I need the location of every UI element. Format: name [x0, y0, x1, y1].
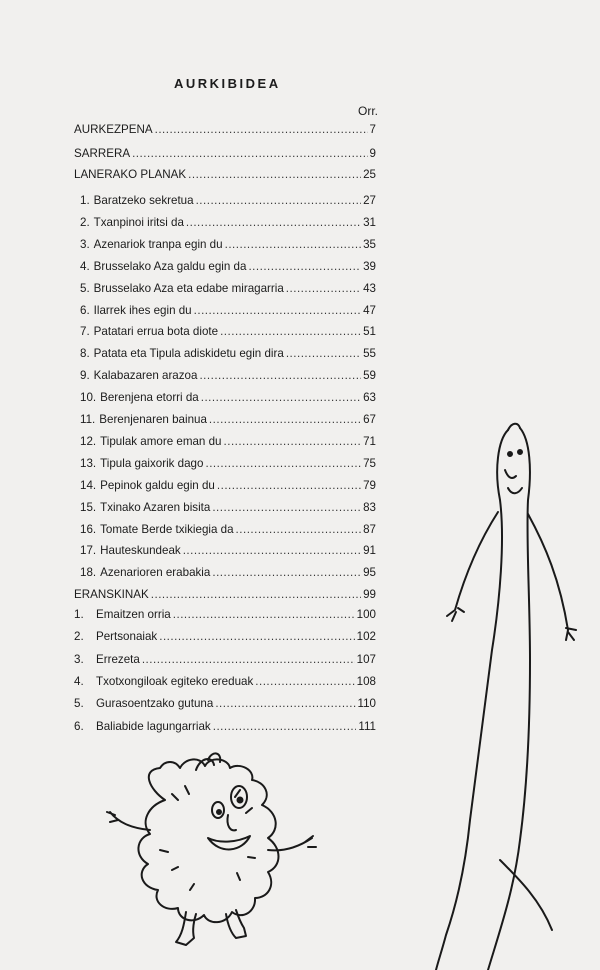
plans-entry-number: 5.: [80, 281, 90, 295]
plans-entry-page: 59: [363, 369, 376, 383]
main_entries-entry-label: SARRERA: [74, 147, 131, 160]
plans-entry-page: 31: [363, 215, 376, 229]
appendix-entry-label: Emaitzen orria: [96, 608, 171, 621]
plans-entry-label: Tipula gaixorik dago: [100, 456, 204, 470]
plans-entry-number: 8.: [80, 347, 90, 361]
plans-entry-number: 15.: [80, 500, 97, 514]
main_entries-entry-page: 25: [363, 168, 376, 181]
appendix-entry-label: Baliabide lagungarriak: [96, 719, 211, 733]
plans-entry-page: 71: [363, 434, 376, 448]
plans-entry-label: Azenarioren erabakia: [100, 566, 211, 580]
plans-entry-label: Patatari errua bota diote: [93, 325, 219, 339]
plans-entry-label: Hauteskundeak: [100, 544, 181, 558]
plans-entry-page: 75: [363, 456, 376, 470]
plans-entry-number: 3.: [80, 237, 90, 251]
plans-entry-page: 87: [363, 522, 376, 536]
plans-entry-page: 79: [363, 478, 376, 492]
plans-entry-label: Pepinok galdu egin du: [100, 478, 215, 492]
plans-entry-number: 2.: [80, 215, 90, 229]
plans-entry-label: Tipulak amore eman du: [100, 434, 222, 448]
plans-entry-number: 11.: [80, 413, 96, 426]
main_entries-entry-page: 9: [369, 147, 376, 160]
plans-entry-page: 51: [363, 325, 376, 339]
plans-entry-number: 12.: [80, 434, 97, 448]
plans-entry-page: 95: [363, 566, 376, 580]
plans-entry-number: 4.: [80, 259, 90, 273]
appendix-entry-page: 111: [358, 719, 376, 733]
plans-entry-page: 55: [363, 347, 376, 361]
plans-entry-page: 27: [363, 194, 376, 207]
plans-entry-page: 47: [363, 303, 376, 317]
plans-entry-number: 10.: [80, 391, 97, 405]
plans-entry-label: Tomate Berde txikiegia da: [100, 522, 234, 536]
tall-vegetable-drawing: [436, 424, 576, 970]
plans-entry-page: 67: [363, 413, 376, 426]
appendix-entry-number: 1.: [74, 608, 84, 621]
page-title: AURKIBIDEA: [174, 76, 281, 91]
plans-entry-page: 35: [363, 237, 376, 251]
main_entries-entry-label: AURKEZPENA: [74, 123, 153, 136]
plans-entry-number: 16.: [80, 522, 97, 536]
appendix-entry-page: 100: [356, 608, 376, 621]
plans-entry-page: 43: [363, 281, 376, 295]
appendix-heading-label: ERANSKINAK: [74, 588, 149, 601]
appendix-entry-number: 3.: [74, 652, 84, 666]
plans-entry-label: Ilarrek ihes egin du: [93, 303, 192, 317]
plans-entry-label: Brusselako Aza galdu egin da: [93, 259, 247, 273]
plans-entry-page: 83: [363, 500, 376, 514]
plans-entry-page: 91: [363, 544, 376, 558]
appendix-entry-number: 6.: [74, 719, 84, 733]
appendix-entry-number: 2.: [74, 630, 84, 644]
plans-entry-number: 14.: [80, 478, 97, 492]
plans-entry-label: Brusselako Aza eta edabe miragarria: [93, 281, 284, 295]
plans-entry-number: 9.: [80, 369, 90, 383]
appendix-entry-page: 110: [357, 697, 376, 711]
appendix-entry-page: 107: [356, 652, 376, 666]
plans-entry-number: 6.: [80, 303, 90, 317]
plans-entry-number: 1.: [80, 194, 90, 207]
plans-entry-number: 17.: [80, 544, 97, 558]
main_entries-entry-label: LANERAKO PLANAK: [74, 168, 187, 181]
plans-entry-label: Patata eta Tipula adiskidetu egin dira: [93, 347, 284, 361]
plans-entry-label: Berenjenaren bainua: [99, 413, 207, 426]
plans-entry-label: Kalabazaren arazoa: [93, 369, 198, 383]
appendix-entry-label: Gurasoentzako gutuna: [96, 697, 214, 711]
plans-entry-page: 63: [363, 391, 376, 405]
plans-entry-label: Azenariok tranpa egin du: [93, 237, 223, 251]
page-column-label: Orr.: [358, 104, 378, 118]
appendix-entry-page: 108: [356, 674, 376, 688]
appendix-entry-page: 102: [356, 630, 376, 644]
plans-entry-page: 39: [363, 259, 376, 273]
appendix-entry-label: Pertsonaiak: [96, 630, 158, 644]
plans-entry-label: Baratzeko sekretua: [93, 194, 194, 207]
plans-entry-number: 13.: [80, 456, 97, 470]
plans-entry-label: Berenjena etorri da: [100, 391, 199, 405]
plans-entry-number: 18.: [80, 566, 97, 580]
appendix-entry-label: Errezeta: [96, 652, 140, 666]
appendix-entry-label: Txotxongiloak egiteko ereduak: [96, 674, 254, 688]
plans-entry-number: 7.: [80, 325, 90, 339]
appendix-entry-number: 4.: [74, 674, 84, 688]
main_entries-entry-page: 7: [369, 123, 376, 136]
appendix-entry-number: 5.: [74, 697, 84, 711]
plans-entry-label: Txinako Azaren bisita: [100, 500, 211, 514]
appendix-heading-page: 99: [363, 588, 376, 601]
plans-entry-label: Txanpinoi iritsi da: [93, 215, 184, 229]
round-vegetable-drawing: [107, 753, 316, 945]
